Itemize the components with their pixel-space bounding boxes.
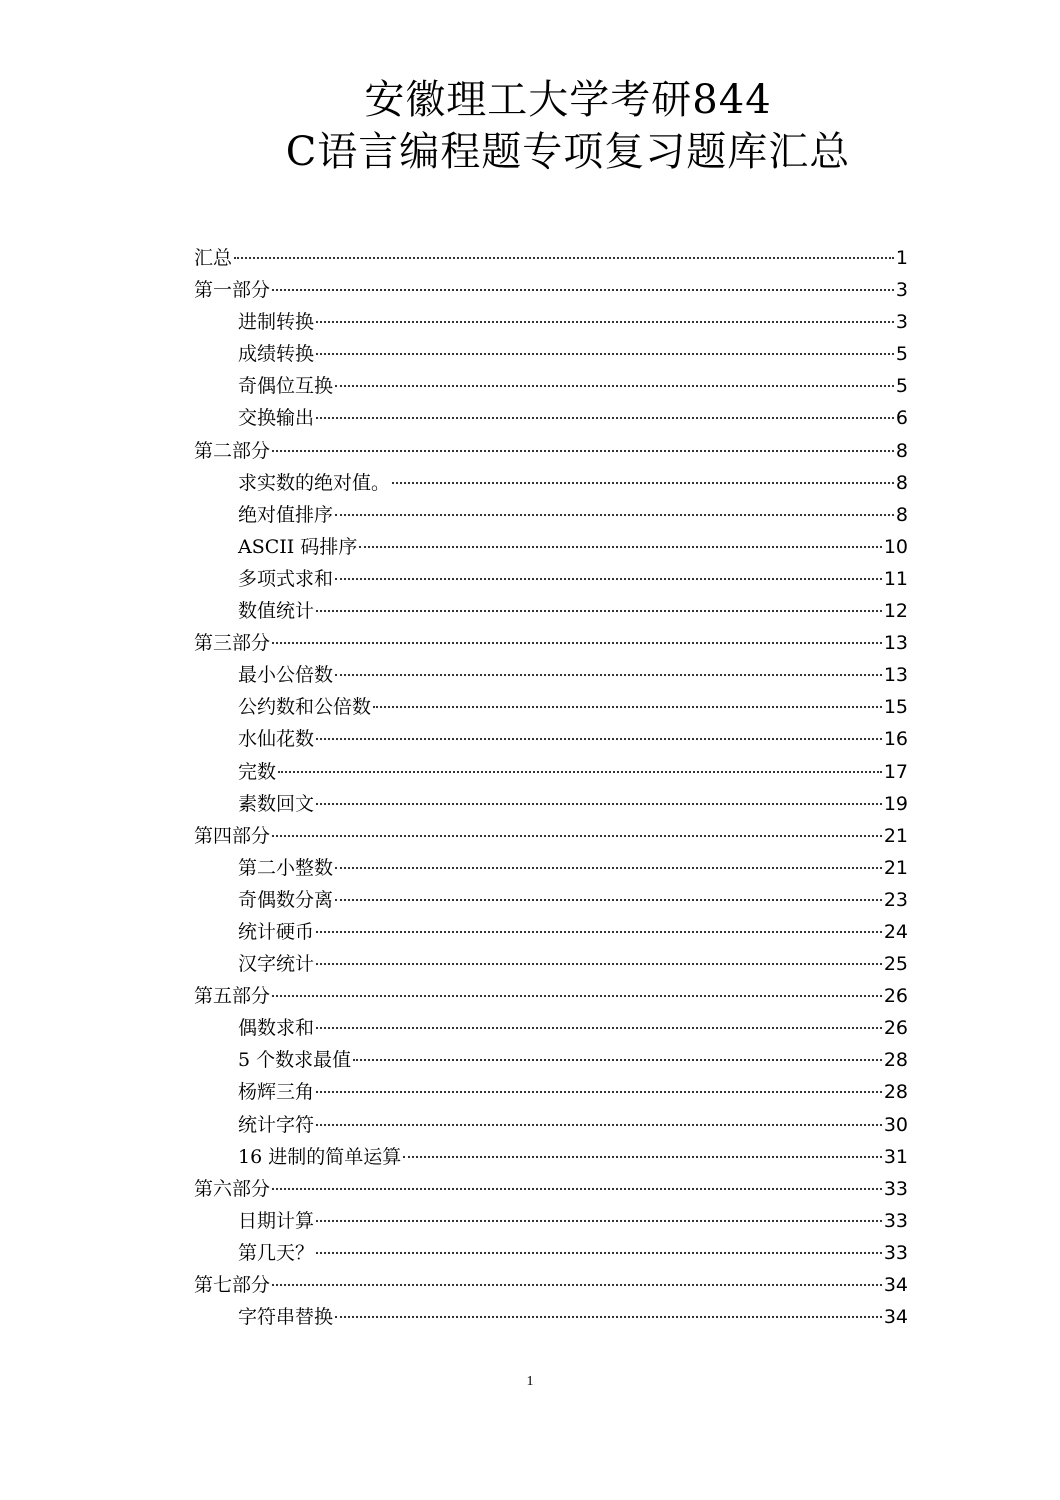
toc-section-entry[interactable] <box>194 980 908 1012</box>
toc-dot-leader <box>316 1091 882 1093</box>
toc-subsection-entry[interactable] <box>194 306 908 338</box>
toc-entry-title: 第六部分 <box>194 1177 271 1200</box>
toc-entry-page-number: 33 <box>883 1209 908 1232</box>
toc-entry-page-number: 8 <box>895 503 908 526</box>
toc-entry-page-number: 31 <box>883 1145 908 1168</box>
toc-dot-leader <box>316 1220 882 1222</box>
toc-dot-leader <box>234 257 894 259</box>
toc-section-entry[interactable] <box>194 1269 908 1301</box>
toc-subsection-entry[interactable] <box>194 691 908 723</box>
toc-entry-page-number: 3 <box>895 279 908 302</box>
toc-dot-leader <box>316 963 882 965</box>
toc-dot-leader <box>335 674 882 676</box>
toc-dot-leader <box>353 1059 882 1061</box>
toc-dot-leader <box>316 610 882 612</box>
toc-section-entry[interactable] <box>194 242 908 274</box>
toc-dot-leader <box>316 417 894 419</box>
toc-entry-title: 进制转换 <box>238 311 315 334</box>
toc-subsection-entry[interactable] <box>194 499 908 531</box>
toc-entry-page-number: 19 <box>883 792 908 815</box>
toc-entry-page-number: 5 <box>895 343 908 366</box>
toc-subsection-entry[interactable] <box>194 595 908 627</box>
toc-dot-leader <box>403 1156 882 1158</box>
toc-dot-leader <box>272 642 882 644</box>
toc-section-entry[interactable] <box>194 820 908 852</box>
toc-entry-page-number: 34 <box>883 1306 908 1329</box>
toc-entry-title: 统计字符 <box>238 1113 315 1136</box>
toc-entry-title: 数值统计 <box>238 600 315 623</box>
toc-entry-page-number: 33 <box>883 1177 908 1200</box>
toc-dot-leader <box>316 1124 882 1126</box>
toc-entry-title: 5 个数求最值 <box>238 1049 352 1072</box>
toc-entry-title: 偶数求和 <box>238 1017 315 1040</box>
toc-subsection-entry[interactable] <box>194 531 908 563</box>
toc-entry-title: 字符串替换 <box>238 1306 334 1329</box>
toc-entry-page-number: 3 <box>895 311 908 334</box>
toc-dot-leader <box>316 353 894 355</box>
toc-subsection-entry[interactable] <box>194 659 908 691</box>
toc-dot-leader <box>316 803 882 805</box>
toc-subsection-entry[interactable] <box>194 1205 908 1237</box>
toc-entry-page-number: 8 <box>895 439 908 462</box>
toc-entry-title: 多项式求和 <box>238 567 334 590</box>
toc-entry-title: ASCII 码排序 <box>238 535 358 558</box>
toc-entry-title: 成绩转换 <box>238 343 315 366</box>
toc-entry-title: 第一部分 <box>194 279 271 302</box>
toc-entry-page-number: 21 <box>883 856 908 879</box>
toc-dot-leader <box>272 995 882 997</box>
toc-subsection-entry[interactable] <box>194 467 908 499</box>
toc-entry-title: 奇偶数分离 <box>238 888 334 911</box>
toc-entry-page-number: 28 <box>883 1049 908 1072</box>
toc-subsection-entry[interactable] <box>194 338 908 370</box>
toc-entry-title: 汉字统计 <box>238 953 315 976</box>
toc-subsection-entry[interactable] <box>194 402 908 434</box>
toc-dot-leader <box>278 771 882 773</box>
toc-entry-page-number: 34 <box>883 1274 908 1296</box>
toc-dot-leader <box>316 931 882 933</box>
toc-section-entry[interactable] <box>194 1173 908 1205</box>
toc-dot-leader <box>335 867 882 869</box>
toc-dot-leader <box>272 835 882 837</box>
toc-entry-title: 交换输出 <box>238 407 315 430</box>
toc-entry-page-number: 28 <box>883 1081 908 1104</box>
toc-dot-leader <box>316 321 894 323</box>
toc-dot-leader <box>392 482 894 484</box>
toc-entry-page-number: 5 <box>895 375 908 398</box>
toc-entry-title: 第七部分 <box>194 1274 271 1296</box>
toc-dot-leader <box>272 1284 882 1286</box>
toc-entry-page-number: 15 <box>883 696 908 719</box>
toc-entry-title: 完数 <box>238 760 277 783</box>
page-number: 1 <box>526 1374 534 1389</box>
document-title-line-1: 安徽理工大学考研844 <box>364 77 772 123</box>
toc-subsection-entry[interactable] <box>194 370 908 402</box>
toc-entry-page-number: 16 <box>883 728 908 751</box>
toc-dot-leader <box>272 1188 882 1190</box>
toc-subsection-entry[interactable] <box>194 1076 908 1108</box>
toc-entry-title: 公约数和公倍数 <box>238 696 372 719</box>
toc-entry-page-number: 11 <box>883 567 908 590</box>
toc-subsection-entry[interactable] <box>194 1301 908 1333</box>
toc-entry-title: 第几天？ <box>238 1241 315 1264</box>
toc-entry-page-number: 1 <box>895 247 908 269</box>
toc-entry-title: 第二小整数 <box>238 856 334 879</box>
toc-entry-page-number: 6 <box>895 407 908 430</box>
toc-entry-title: 素数回文 <box>238 792 315 815</box>
toc-dot-leader <box>373 706 882 708</box>
toc-dot-leader <box>335 899 882 901</box>
toc-entry-page-number: 26 <box>883 1017 908 1040</box>
toc-entry-title: 汇总 <box>194 247 233 269</box>
toc-subsection-entry[interactable] <box>194 884 908 916</box>
toc-entry-title: 最小公倍数 <box>238 664 334 687</box>
toc-entry-title: 统计硬币 <box>238 920 315 943</box>
toc-entry-title: 第三部分 <box>194 632 271 655</box>
toc-dot-leader <box>335 385 894 387</box>
toc-entry-title: 奇偶位互换 <box>238 375 334 398</box>
toc-subsection-entry[interactable] <box>194 1141 908 1173</box>
toc-dot-leader <box>272 289 894 291</box>
toc-subsection-entry[interactable] <box>194 1109 908 1141</box>
toc-entry-title: 水仙花数 <box>238 728 315 751</box>
toc-subsection-entry[interactable] <box>194 1044 908 1076</box>
document-title-line-2: C语言编程题专项复习题库汇总 <box>285 129 851 175</box>
toc-entry-page-number: 33 <box>883 1241 908 1264</box>
toc-section-entry[interactable] <box>194 274 908 306</box>
toc-subsection-entry[interactable] <box>194 1237 908 1269</box>
toc-section-entry[interactable] <box>194 435 908 467</box>
toc-subsection-entry[interactable] <box>194 948 908 980</box>
toc-entry-page-number: 12 <box>883 600 908 623</box>
toc-section-entry[interactable] <box>194 627 908 659</box>
toc-dot-leader <box>272 450 894 452</box>
toc-entry-page-number: 24 <box>883 920 908 943</box>
toc-entry-title: 绝对值排序 <box>238 503 334 526</box>
toc-entry-page-number: 26 <box>883 985 908 1008</box>
toc-entry-title: 杨辉三角 <box>238 1081 315 1104</box>
toc-entry-page-number: 30 <box>883 1113 908 1136</box>
toc-dot-leader <box>335 1316 882 1318</box>
toc-entry-title: 第二部分 <box>194 439 271 462</box>
toc-entry-page-number: 25 <box>883 953 908 976</box>
toc-subsection-entry[interactable] <box>194 788 908 820</box>
toc-dot-leader <box>335 514 894 516</box>
toc-entry-page-number: 21 <box>883 824 908 847</box>
toc-subsection-entry[interactable] <box>194 1012 908 1044</box>
toc-entry-title: 16 进制的简单运算 <box>238 1145 402 1168</box>
toc-entry-title: 第四部分 <box>194 824 271 847</box>
table-of-contents <box>194 242 908 1333</box>
toc-entry-title: 日期计算 <box>238 1209 315 1232</box>
toc-subsection-entry[interactable] <box>194 723 908 755</box>
toc-entry-page-number: 13 <box>883 632 908 655</box>
toc-dot-leader <box>359 546 881 548</box>
toc-dot-leader <box>316 738 882 740</box>
toc-subsection-entry[interactable] <box>194 563 908 595</box>
toc-subsection-entry[interactable] <box>194 756 908 788</box>
toc-dot-leader <box>316 1027 882 1029</box>
toc-entry-title: 第五部分 <box>194 985 271 1008</box>
toc-subsection-entry[interactable] <box>194 916 908 948</box>
toc-dot-leader <box>316 1252 882 1254</box>
toc-entry-title: 求实数的绝对值。 <box>238 471 391 494</box>
toc-dot-leader <box>335 578 882 580</box>
toc-entry-page-number: 8 <box>895 471 908 494</box>
toc-entry-page-number: 17 <box>883 760 908 783</box>
toc-entry-page-number: 13 <box>883 664 908 687</box>
toc-subsection-entry[interactable] <box>194 852 908 884</box>
toc-entry-page-number: 23 <box>883 888 908 911</box>
toc-entry-page-number: 10 <box>883 535 908 558</box>
